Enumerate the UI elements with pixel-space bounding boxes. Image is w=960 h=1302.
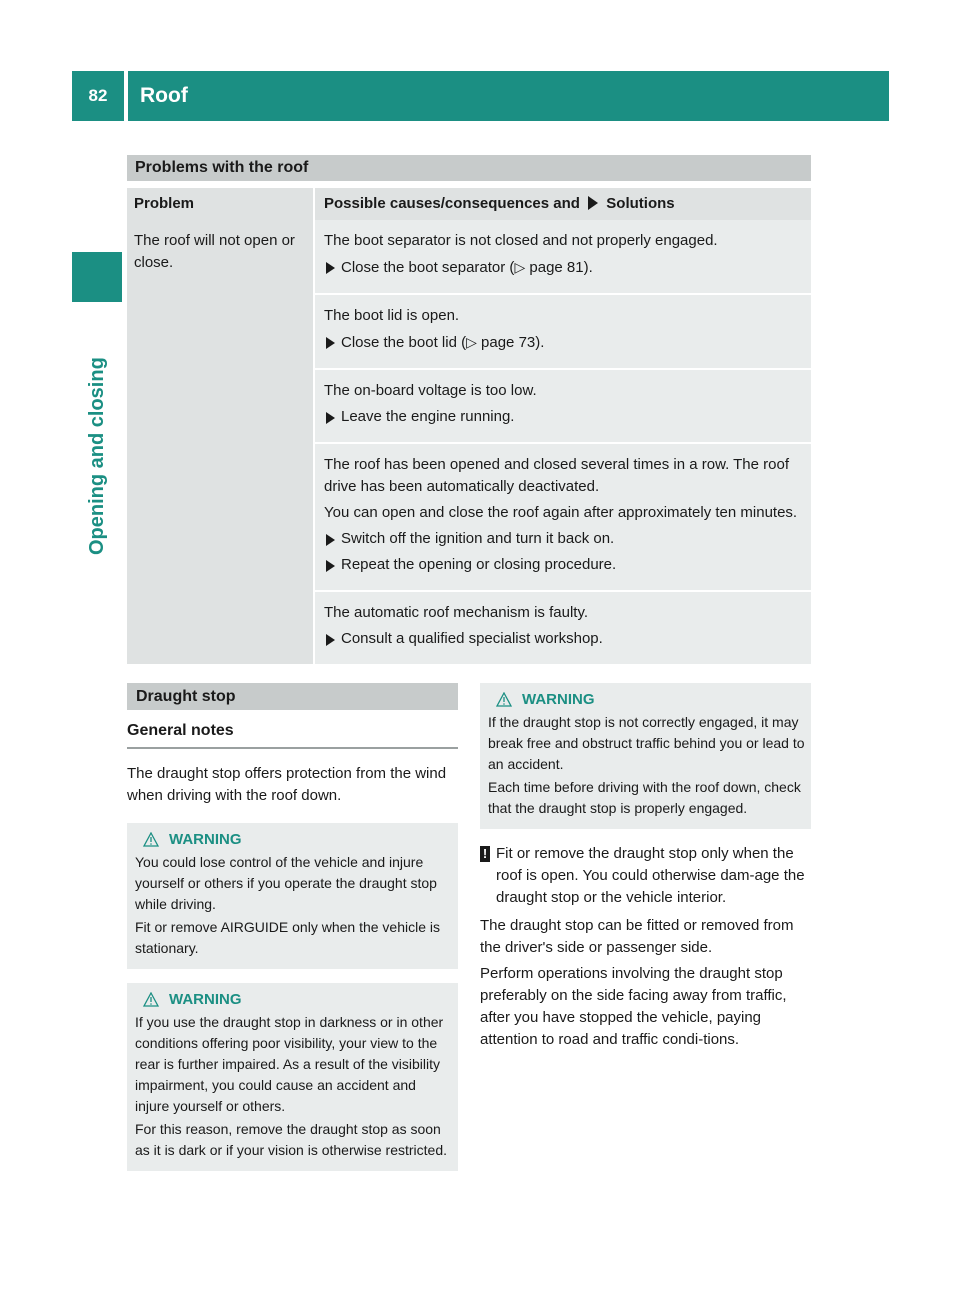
page-ref-icon: ▷ — [466, 334, 477, 350]
warning-title — [135, 829, 452, 850]
header-divider — [124, 71, 128, 121]
chapter-label — [72, 315, 122, 555]
cause-text: The on-board voltage is too low. — [324, 382, 537, 399]
header-problem: Problem — [127, 188, 313, 220]
warning-text: If the draught stop is not correctly engaged, it may break free and obstruct traffic behind you or lead to an accident. — [488, 714, 805, 772]
chapter-marker — [72, 252, 122, 302]
action-step-2: Repeat the opening or closing procedure. — [324, 554, 805, 576]
action-step — [324, 256, 805, 279]
step-text: Close the boot separator ( — [341, 259, 515, 276]
warning-label: WARNING — [522, 691, 595, 708]
subheading: General notes — [127, 720, 458, 749]
page-number: 82 — [88, 86, 108, 105]
problem-cell: The roof will not open or close. — [127, 220, 313, 664]
warning-title — [135, 989, 452, 1010]
action-step: Leave the engine running. — [324, 406, 805, 428]
action-step: Consult a qualified specialist workshop. — [324, 628, 805, 650]
table-row — [315, 444, 811, 592]
note-text: Fit or remove the draught stop only when the roof is open. You could otherwise dam-age the draught stop or the vehicle interior. — [496, 845, 805, 906]
action-step: Switch off the ignition and turn it back on. — [324, 528, 805, 550]
warning-text: If you use the draught stop in darkness or in other conditions offering poor visibility, your view to the rear is further impaired. As a result of the visibility impairment, you could cause an accident and injure yourself or others. — [135, 1014, 444, 1114]
header-solutions — [315, 188, 811, 220]
warning-box — [127, 823, 458, 969]
draught-stop-continued — [480, 683, 811, 1055]
warning-text-2: For this reason, remove the draught stop as soon as it is dark or if your vision is otherwise restricted. — [135, 1121, 447, 1158]
draught-stop-section — [127, 683, 458, 1171]
warning-text-2: Each time before driving with the roof down, check that the draught stop is properly engaged. — [488, 779, 801, 816]
page-ref-text: page 73). — [476, 334, 545, 351]
table-title: Problems with the roof — [127, 155, 811, 181]
header-solutions-suffix: Solutions — [606, 195, 675, 212]
solutions-cell — [315, 220, 811, 664]
table-row — [315, 220, 811, 295]
warning-icon — [496, 692, 512, 707]
step-text: Close the boot lid ( — [341, 334, 467, 351]
problems-table — [127, 155, 811, 664]
table-row — [315, 592, 811, 664]
table-body — [127, 220, 811, 664]
page-ref-icon: ▷ — [514, 259, 526, 275]
action-step — [324, 331, 805, 354]
intro-text: The draught stop offers protection from the wind when driving with the roof down. — [127, 765, 447, 804]
warning-box — [127, 983, 458, 1171]
damage-note — [480, 843, 811, 909]
cause-text: The automatic roof mechanism is faulty. — [324, 604, 588, 621]
chapter-text: Opening and closing — [86, 357, 108, 555]
warning-label: WARNING — [169, 991, 242, 1008]
cause-text: The boot separator is not closed and not properly engaged. — [324, 232, 718, 249]
warning-icon — [143, 992, 159, 1007]
body-text-2: Perform operations involving the draught stop preferably on the side facing away from traffic, after you have stopped the vehicle, paying attention to road and traffic condi-tions. — [480, 965, 787, 1048]
arrow-icon — [588, 196, 598, 210]
cause-text: The roof has been opened and closed several times in a row. The roof drive has been automatically deactivated. — [324, 456, 790, 495]
header-bar — [72, 71, 889, 121]
warning-text: You could lose control of the vehicle and injure yourself or others if you operate the draught stop while driving. — [135, 854, 437, 912]
table-row — [315, 370, 811, 444]
cause-text-2: You can open and close the roof again after approximately ten minutes. — [324, 504, 798, 521]
section-heading: Draught stop — [127, 683, 458, 710]
table-header — [127, 188, 811, 220]
caution-icon: ! — [480, 846, 490, 862]
warning-icon — [143, 832, 159, 847]
warning-title — [488, 689, 805, 710]
section-title: Roof — [140, 84, 188, 107]
warning-box — [480, 683, 811, 829]
page-ref-text: page 81). — [525, 259, 593, 276]
header-solutions-prefix: Possible causes/consequences and — [324, 195, 580, 212]
cause-text: The boot lid is open. — [324, 307, 460, 324]
body-text: The draught stop can be fitted or removed from the driver's side or passenger side. — [480, 917, 794, 956]
warning-label: WARNING — [169, 831, 242, 848]
warning-text-2: Fit or remove AIRGUIDE only when the vehicle is stationary. — [135, 919, 441, 956]
table-row — [315, 295, 811, 370]
